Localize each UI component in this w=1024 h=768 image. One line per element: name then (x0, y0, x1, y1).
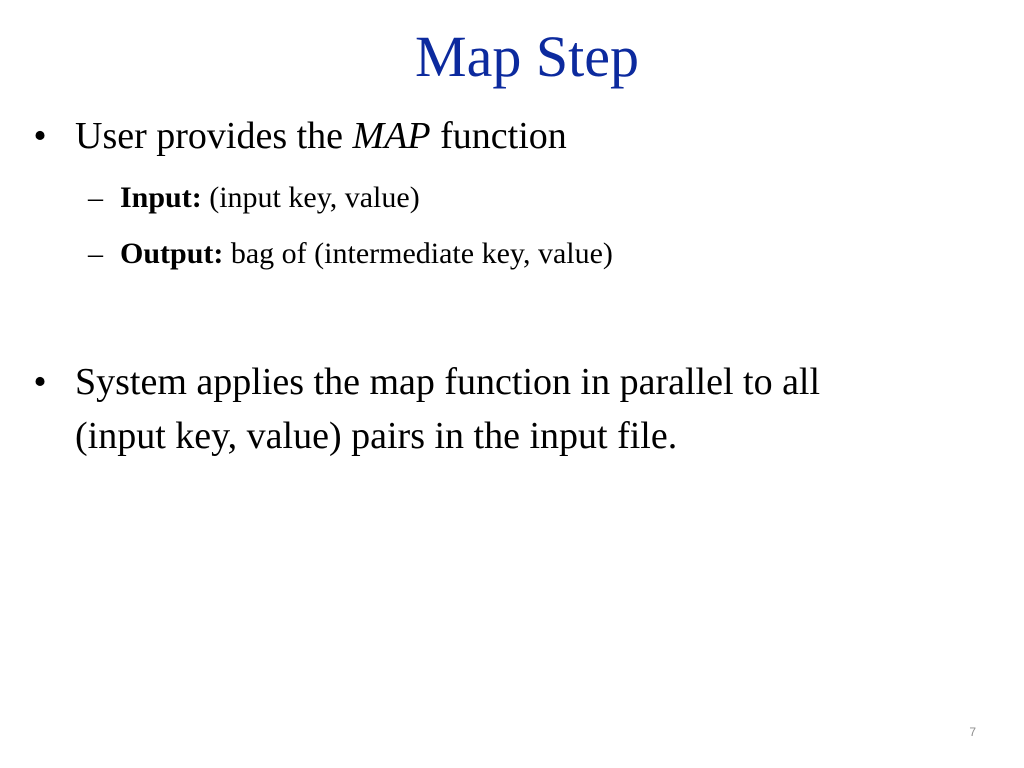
bullet-text (75, 109, 1005, 163)
bullet-text-line: (input key, value) pairs in the input file. (75, 415, 678, 457)
sub-item-input (88, 180, 420, 216)
bullet-marker: • (33, 115, 47, 157)
sub-item-label: Output: (120, 237, 224, 270)
sub-item-text: bag of (intermediate key, value) (223, 237, 613, 270)
sub-item-output (88, 236, 613, 272)
bullet-marker: • (33, 361, 47, 403)
bullet-text-line: System applies the map function in parallel to all (75, 361, 821, 403)
bullet-text-run: function (430, 115, 567, 157)
bullet-text-emphasis: MAP (352, 115, 431, 157)
bullet-text-run: User provides the (75, 115, 353, 157)
sub-item-marker: – (88, 237, 103, 270)
sub-item-text: (input key, value) (201, 181, 420, 214)
page-number: 7 (969, 725, 976, 739)
slide-title: Map Step (415, 24, 639, 89)
bullet-text (75, 355, 1005, 463)
sub-item-marker: – (88, 181, 103, 214)
sub-item-label: Input: (120, 181, 202, 214)
